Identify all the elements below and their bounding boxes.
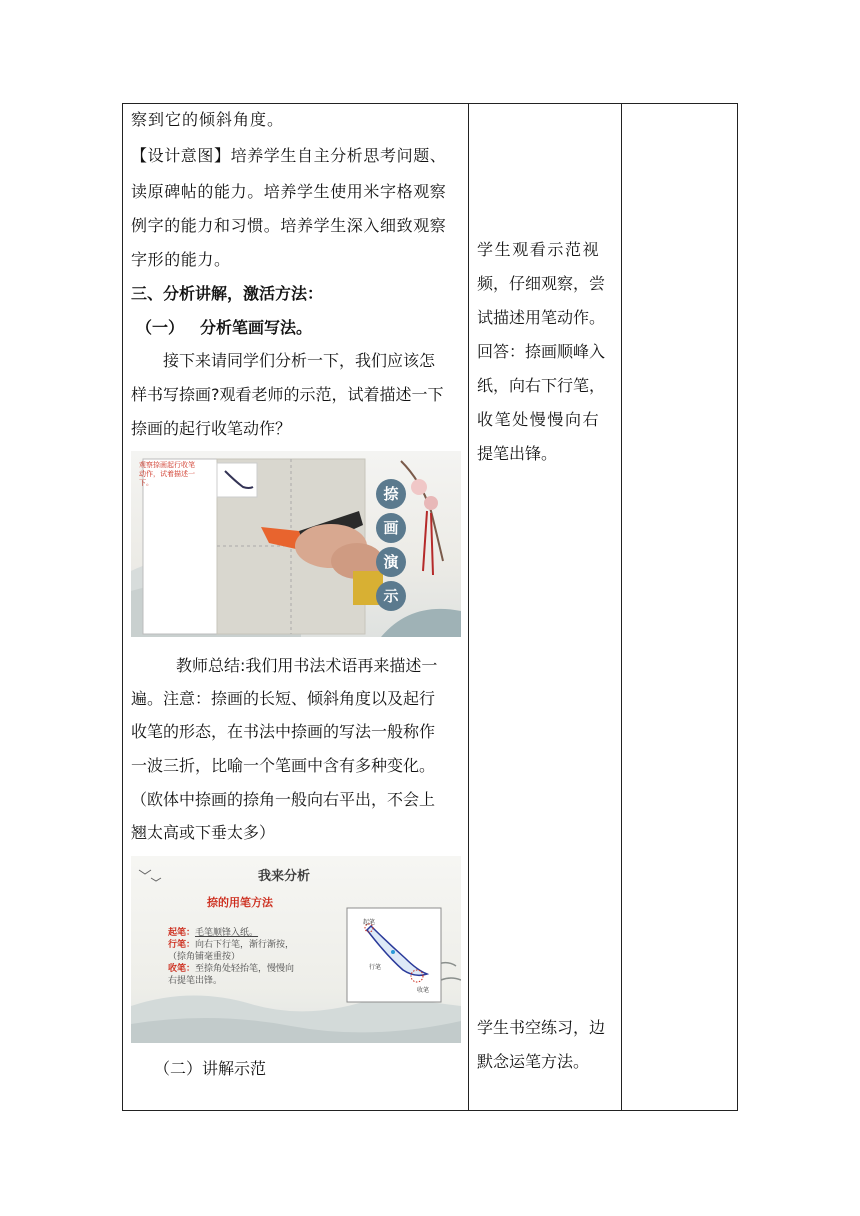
design-intent-line: 【设计意图】培养学生自主分析思考问题、 (131, 146, 447, 165)
summary-line: 收笔的形态，在书法中捺画的写法一般称作 (131, 722, 436, 741)
image-caption-line: 观察捺画起行收笔 (139, 461, 195, 469)
table-bottom-border (122, 1110, 738, 1111)
activity-line: 收笔处慢慢向右 (477, 410, 601, 429)
slide-title: 我来分析 (258, 869, 311, 884)
diagram-label-end: 收笔 (417, 987, 430, 994)
notes-cell (622, 104, 737, 1110)
image-caption-line: 下。 (139, 479, 153, 487)
image-caption-line: 动作，试着描述一 (139, 470, 195, 478)
paragraph-line: 接下来请同学们分析一下，我们应该怎 (163, 351, 436, 370)
summary-line: （欧体中捺画的捺角一般向右平出，不会上 (131, 790, 436, 809)
design-intent-line: 例字的能力和习惯。培养学生深入细致观察 (131, 216, 447, 235)
activity-line: 学生观看示范视 (477, 240, 601, 259)
subsection-heading: （二）讲解示范 (154, 1059, 267, 1078)
slide-term-text: 向右下行笔，渐行渐按， (195, 940, 295, 950)
summary-line: 教师总结:我们用书法术语再来描述一 (176, 656, 438, 675)
paragraph-line: 样书写捺画?观看老师的示范，试着描述一下 (131, 385, 444, 404)
activity-line: 学生书空练习，边 (477, 1018, 606, 1037)
slide-text-line (168, 940, 294, 951)
slide-term-label: 收笔： (168, 964, 196, 974)
slide-text-line (168, 964, 294, 975)
slide-term-label: 起笔： (168, 928, 196, 938)
slide-subtitle: 捺的用笔方法 (207, 896, 273, 909)
slide-text-line (168, 928, 258, 939)
activity-line: 纸，向右下行笔， (477, 376, 606, 395)
activity-line: 提笔出锋。 (477, 444, 558, 463)
table-left-border (122, 103, 123, 1111)
slide-term-text: 毛笔顺锋入纸。 (195, 928, 259, 938)
vertical-title-char: 示 (376, 581, 406, 611)
design-intent-line: 字形的能力。 (131, 250, 231, 269)
design-intent-line: 读原碑帖的能力。培养学生使用米字格观察 (131, 182, 447, 201)
vertical-title-char: 演 (376, 547, 406, 577)
vertical-title-char: 画 (376, 513, 406, 543)
slide-term-text: 至捺角处轻抬笔，慢慢向 (195, 964, 295, 974)
activity-line: 回答：捺画顺峰入 (477, 342, 606, 361)
stroke-analysis-image (131, 856, 461, 1043)
paragraph-line: 捺画的起行收笔动作？ (131, 419, 292, 438)
summary-line: 翘太高或下垂太多） (131, 823, 276, 842)
slide-text-line: （捺角铺毫重按） (168, 952, 241, 962)
column-divider-1 (468, 103, 469, 1111)
table-right-border (737, 103, 738, 1111)
vertical-title-char: 捺 (376, 479, 406, 509)
diagram-label-move: 行笔 (369, 964, 382, 971)
slide-term-label: 行笔： (168, 940, 196, 950)
summary-line: 一波三折，比喻一个笔画中含有多种变化。 (131, 756, 436, 775)
activity-line: 试描述用笔动作。 (477, 308, 606, 327)
brush-demo-image (131, 451, 461, 637)
activity-line: 默念运笔方法。 (477, 1052, 590, 1071)
activity-line: 频，仔细观察，尝 (477, 274, 606, 293)
paragraph-text: 察到它的倾斜角度。 (131, 110, 285, 129)
section-heading: 三、分析讲解，激活方法： (131, 284, 324, 303)
subsection-number: （一） (136, 318, 185, 337)
subsection-heading: 分析笔画写法。 (200, 318, 313, 337)
diagram-label-start: 起笔 (363, 919, 376, 926)
slide-text-line: 右提笔出锋。 (168, 976, 223, 986)
summary-line: 遍。注意：捺画的长短、倾斜角度以及起行 (131, 689, 436, 708)
